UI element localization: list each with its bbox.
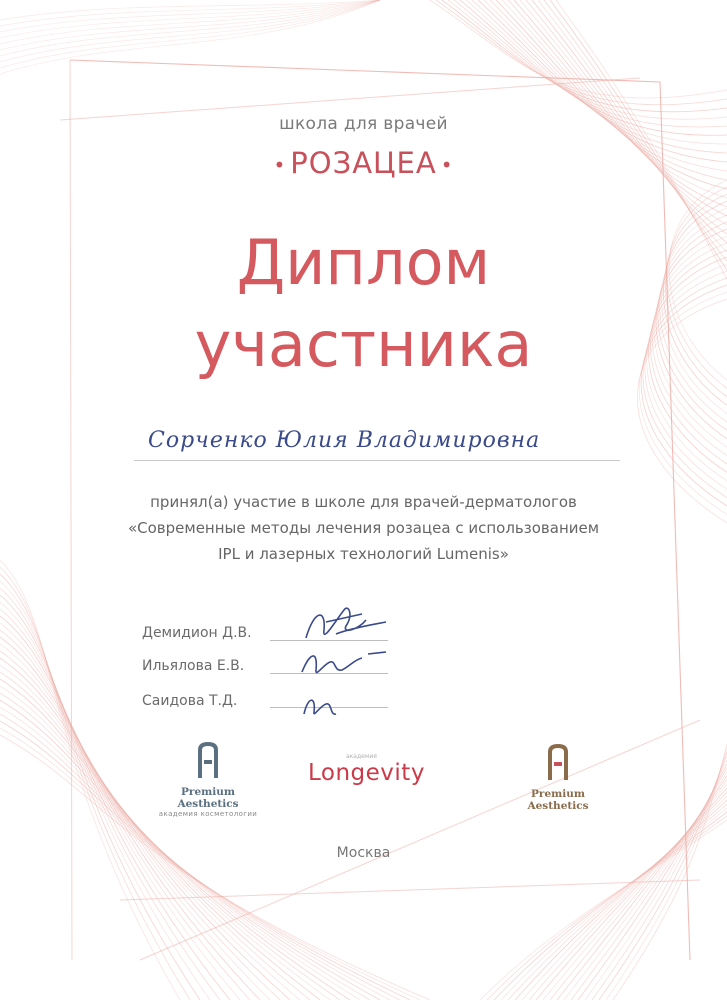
recipient-name: Сорченко Юлия Владимировна [148,428,541,453]
background-line [0,0,380,74]
diploma-title-line2: участника [194,308,533,381]
participation-line3: IPL и лазерных технологий Lumenis» [218,545,509,563]
background-line [0,0,380,56]
participation-line1: принял(а) участие в школе для врачей-дерматологов [150,493,577,511]
background-line [0,0,380,38]
background-line [508,804,727,1000]
background-line [0,0,380,50]
city: Москва [336,845,391,861]
signatory-name-3: Саидова Т.Д. [142,693,238,709]
premium-aesthetics-monogram-icon [196,742,220,780]
premium-aesthetics-monogram-icon [546,744,570,782]
background-line [430,0,727,98]
background-line [606,748,727,1000]
signature-2 [296,640,396,682]
background-line [0,672,340,1000]
background-line [436,0,727,105]
logo-right-name: Premium Aesthetics [527,788,589,812]
longevity-small-text: академия [346,753,377,760]
signatory-name-2: Ильялова Е.В. [142,658,245,674]
school-title-text: РОЗАЦЕА [290,146,437,180]
background-line [448,0,727,119]
title-dot-left: • [273,153,287,177]
school-title [0,146,727,180]
background-line [0,679,350,1000]
signature-3 [296,686,356,722]
longevity-word: Longevity [308,760,425,786]
logo-left-subtitle: академия косметологии [158,810,258,818]
logo-premium-aesthetics [500,744,616,812]
logo-left-name: Premium Aesthetics [177,786,239,810]
logo-premium-aesthetics-academy [152,742,264,818]
participation-text [60,489,667,567]
recipient-underline [134,460,620,461]
school-subtitle: школа для врачей [279,114,448,134]
logo-longevity [308,752,458,792]
signatory-name-1: Демидион Д.В. [142,625,252,641]
diploma-title [0,222,727,386]
title-dot-right: • [440,153,454,177]
participation-line2: «Современные методы лечения розацеа с использованием [127,519,600,537]
diploma-title-line1: Диплом [236,226,491,299]
background-line [514,0,727,216]
